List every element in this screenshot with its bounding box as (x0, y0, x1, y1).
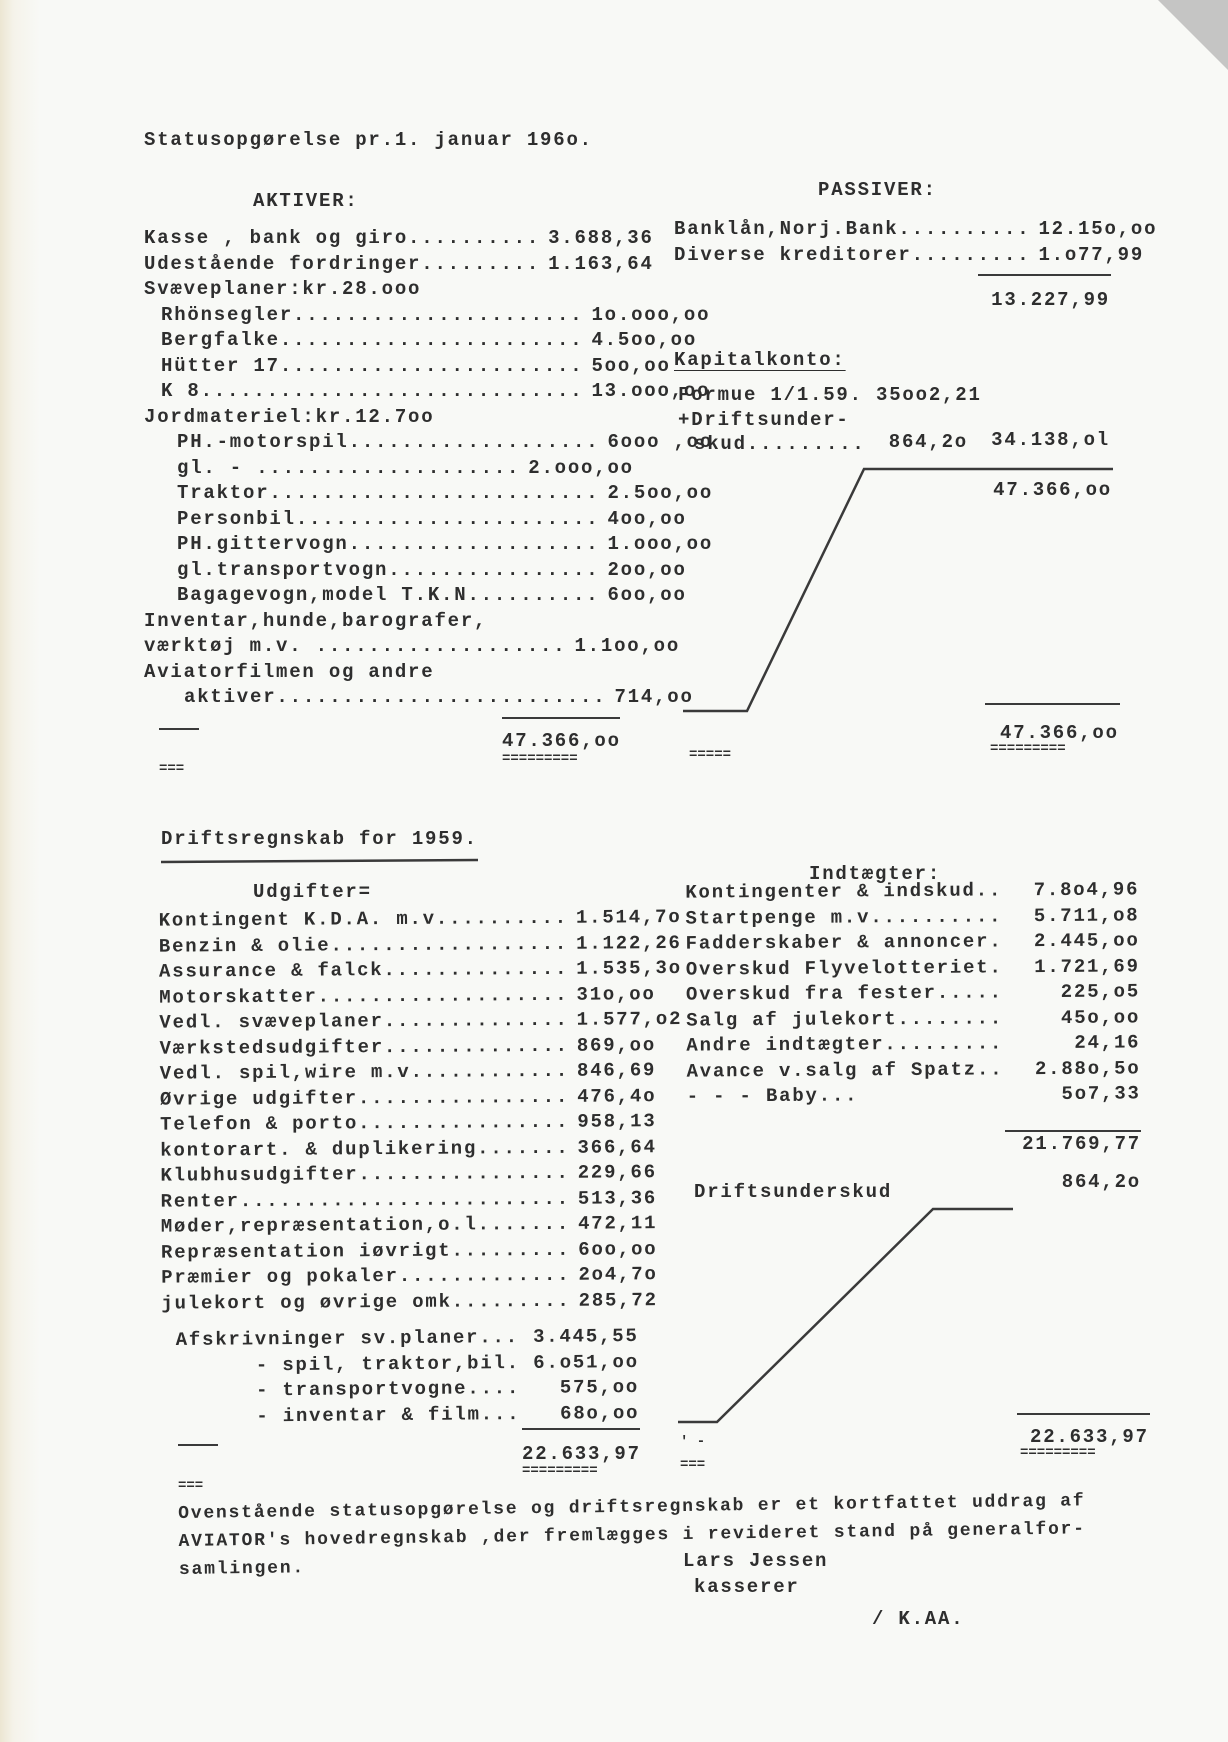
passiver-heading: PASSIVER: (818, 179, 937, 201)
udgift-row-amount: 1.577,o2 (576, 1007, 683, 1031)
indtaegt-row (686, 954, 1140, 983)
aktiver-total: 47.366,oo (502, 730, 621, 752)
udgifter-list (158, 905, 683, 1316)
aktiver-row-label: Bagagevogn,model T.K.N.......... (177, 584, 600, 606)
aktiver-row-amount: 5oo,oo (591, 354, 671, 377)
aktiver-row-label: Kasse , bank og giro.......... (144, 227, 541, 249)
aktiver-row-label: gl. - .................... (177, 456, 521, 479)
indtaegt-row-label: Fadderskaber & annoncer. (685, 930, 1003, 955)
udgift-row-label: kontorart. & duplikering....... (160, 1136, 570, 1162)
aktiver-row-amount: 4oo,oo (607, 507, 687, 530)
udgift-row-amount: 31o,oo (576, 982, 656, 1006)
indtaegt-row-amount: 2.445,oo (1033, 929, 1140, 953)
indtaegter-total: 22.633,97 (1030, 1426, 1149, 1448)
indtaegter-total-rule (1017, 1413, 1150, 1415)
aktiver-row-label: aktiver......................... (184, 686, 607, 708)
signer-name: Lars Jessen (683, 1550, 829, 1572)
indtaegt-row-amount: 7.8o4,96 (1033, 878, 1140, 902)
aktiver-row-amount: 3.688,36 (548, 227, 654, 249)
indtaegt-row (686, 928, 1140, 957)
indtaegt-row-label: Overskud Flyvelotteriet. (685, 955, 1003, 981)
driftsunderskud-line: +Driftsunder- (678, 409, 850, 431)
udgift-row-amount: 6oo,oo (578, 1237, 658, 1261)
udgift-row-label: Klubhusudgifter................ (160, 1161, 570, 1187)
passiver-double-underline: ========= (990, 741, 1066, 757)
aktiver-row-amount: 2.5oo,oo (607, 482, 714, 504)
indtaegt-row-amount: 225,o5 (1060, 980, 1141, 1003)
aktiver-row-label: Traktor......................... (177, 482, 600, 504)
afskrivning-row-amount: 68o,oo (560, 1401, 640, 1425)
aktiver-row-label: gl.transportvogn................ (177, 558, 600, 581)
indtaegter-marks: === (680, 1457, 706, 1473)
udgift-row (158, 956, 682, 985)
indtaegter-double-underline: ========= (1020, 1445, 1096, 1461)
udgift-row-amount: 1.514,7o (575, 905, 682, 929)
udgift-row-amount: 846,69 (576, 1059, 657, 1082)
udgift-row-amount: 229,66 (577, 1161, 657, 1184)
aktiver-row-amount: 13.ooo,oo (591, 380, 711, 402)
passiver-total: 47.366,oo (1000, 722, 1119, 744)
afskrivning-row-amount: 575,oo (559, 1375, 640, 1399)
udgift-row (159, 1033, 657, 1062)
udgifter-total: 22.633,97 (522, 1443, 641, 1465)
aktiver-row-label: Udestående fordringer......... (144, 252, 541, 275)
udgifter-marks: === (178, 1478, 204, 1494)
aktiver-row-amount: 1.ooo,oo (607, 533, 714, 555)
udgifter-total-rule (522, 1428, 640, 1430)
indtaegt-row (686, 1030, 1140, 1059)
udgift-row (160, 1237, 658, 1266)
aktiver-row-label: Aviatorfilmen og andre (144, 660, 435, 683)
aktiver-row-amount: 1.163,64 (548, 252, 654, 275)
udgifter-double-underline: ========= (522, 1463, 598, 1479)
indtaegter-heading: Indtægter: (809, 863, 942, 885)
udgifter-short-rule (178, 1444, 218, 1446)
udgift-row-amount: 513,36 (577, 1186, 658, 1210)
formue-line: Formue 1/1.59. 35oo2,21 (678, 384, 982, 406)
skud-amount: 864,2o (888, 431, 968, 453)
passiver-row-amount: 12.15o,oo (1038, 218, 1158, 240)
passiver-row-label: Diverse kreditorer......... (674, 243, 1031, 266)
udgift-row (160, 1211, 658, 1240)
afskrivninger-list (176, 1324, 640, 1430)
udgift-row-label: Benzin & olie.................. (158, 932, 569, 958)
afskrivning-row-amount: 3.445,55 (532, 1324, 639, 1348)
aktiver-row-label: K 8............................. (161, 380, 584, 402)
passiver-sum: 47.366,oo (993, 479, 1112, 501)
indtaegter-marks-top: ' - (680, 1434, 706, 1450)
footer-paragraph (178, 1487, 1086, 1584)
aktiver-row-amount: 714,oo (614, 686, 694, 708)
driftsunderskud-label: Driftsunderskud (694, 1181, 893, 1203)
aktiver-heading: AKTIVER: (253, 190, 359, 212)
indtaegt-row-amount: 5.711,o8 (1033, 903, 1140, 927)
aktiver-row-label: Inventar,hunde,barografer, (144, 609, 488, 632)
udgift-row-label: Vedl. spil,wire m.v............ (159, 1059, 570, 1085)
udgift-row (159, 1007, 683, 1036)
passiver-marks: ===== (689, 747, 732, 763)
paragraph-line: Ovenstående statusopgørelse og driftsregnskab er et kortfattet uddrag af (178, 1491, 1086, 1524)
kapitalkonto-heading: Kapitalkonto: (674, 349, 846, 371)
indtaegt-row-label: - - - Baby... (686, 1084, 859, 1108)
udgift-row-amount: 1.122,26 (576, 931, 682, 955)
udgift-row-label: Assurance & falck.............. (158, 957, 569, 983)
indtaegt-row-amount: 2.88o,5o (1034, 1056, 1141, 1080)
indtaegt-row-amount: 5o7,33 (1061, 1082, 1141, 1105)
aktiver-double-underline: ========= (502, 751, 578, 767)
indtaegt-row-amount: 24,16 (1074, 1031, 1141, 1054)
indtaegter-subtotal: 21.769,77 (1022, 1133, 1141, 1155)
udgift-row-amount: 2o4,7o (578, 1263, 658, 1286)
udgift-row (159, 1084, 657, 1113)
signer-title: kasserer (694, 1576, 800, 1598)
aktiver-row-label: Hütter 17....................... (161, 354, 584, 377)
udgift-row-amount: 1.535,3o (576, 956, 682, 980)
udgift-row-label: julekort og øvrige omk......... (161, 1289, 571, 1315)
indtaegt-row-label: Andre indtægter......... (686, 1032, 1004, 1057)
indtaegt-row (686, 1005, 1140, 1034)
udgift-row-amount: 476,4o (577, 1084, 657, 1108)
skud-label: skud......... (694, 433, 866, 455)
aktiver-row-label: Jordmateriel:kr.12.7oo (144, 405, 435, 428)
indtaegt-row (685, 877, 1139, 906)
afskrivning-row-label: Afskrivninger sv.planer... (175, 1326, 520, 1352)
udgift-row-amount: 285,72 (578, 1288, 658, 1312)
afskrivning-row-label: - inventar & film... (256, 1402, 521, 1427)
udgift-row (158, 931, 682, 960)
aktiver-row-amount: 6ooo ,oo (607, 431, 714, 453)
passiver-connector (683, 469, 1113, 711)
udgift-row (158, 905, 682, 934)
aktiver-row-amount: 1.1oo,oo (574, 635, 681, 657)
udgift-row-label: Repræsentation iøvrigt......... (160, 1238, 571, 1264)
kapital-amount: 34.138,ol (991, 429, 1110, 451)
aktiver-row-label: Rhönsegler...................... (161, 303, 584, 326)
aktiver-row-amount: 2oo,oo (607, 558, 687, 581)
udgift-row (159, 1058, 657, 1087)
udgift-row-amount: 366,64 (577, 1135, 657, 1159)
indtaegt-row-amount: 1.721,69 (1034, 954, 1140, 978)
udgift-row-label: Motorskatter................... (159, 983, 569, 1009)
document-title: Statusopgørelse pr.1. januar 196o. (144, 129, 593, 151)
afskrivning-row (176, 1324, 639, 1354)
aktiver-marks: === (159, 761, 185, 777)
indtaegt-row-label: Kontingenter & indskud.. (685, 879, 1003, 904)
indtaegt-row (686, 1056, 1140, 1085)
udgift-row-label: Vedl. svæveplaner.............. (159, 1008, 569, 1034)
aktiver-row-label: Svæveplaner:kr.28.ooo (144, 278, 422, 300)
initials: / K.AA. (872, 1608, 965, 1630)
udgift-row-label: Møder,repræsentation,o.l....... (160, 1212, 571, 1238)
afskrivning-row-label: - transportvogne.... (256, 1377, 521, 1402)
indtaegt-row-amount: 45o,oo (1060, 1005, 1141, 1029)
passiver-row-label: Banklån,Norj.Bank.......... (674, 218, 1031, 240)
aktiver-row-amount: 6oo,oo (607, 584, 687, 606)
aktiver-row-label: PH.gittervogn................... (177, 533, 600, 555)
udgift-row (160, 1186, 658, 1215)
passiver-subtotal: 13.227,99 (991, 289, 1110, 311)
udgift-row-label: Præmier og pokaler............. (161, 1263, 571, 1289)
afskrivning-row-amount: 6.o51,oo (533, 1350, 639, 1374)
udgift-row (160, 1135, 657, 1164)
indtaegt-row-label: Avance v.salg af Spatz.. (686, 1057, 1004, 1083)
paragraph-line: AVIATOR's hovedregnskab ,der fremlægges i revideret stand på generalfor- (178, 1519, 1086, 1552)
indtaegt-row-label: Salg af julekort........ (686, 1006, 1004, 1032)
indtaegt-row (686, 979, 1140, 1008)
udgift-row-label: Kontingent K.D.A. m.v.......... (158, 906, 568, 932)
afskrivning-row-label: - spil, traktor,bil. (255, 1351, 521, 1376)
aktiver-row-label: værktøj m.v. ................... (144, 635, 567, 657)
aktiver-row-amount: 4.5oo,oo (591, 329, 698, 351)
indtaegt-row-label: Overskud fra fester..... (685, 981, 1003, 1006)
udgift-row-label: Renter......................... (160, 1187, 570, 1213)
udgift-row (160, 1160, 657, 1189)
driftsunderskud-amount: 864,2o (1061, 1171, 1141, 1193)
drift-connector (678, 1209, 1013, 1422)
indtaegt-row (687, 1081, 1141, 1110)
udgift-row-label: Værkstedsudgifter.............. (159, 1034, 569, 1060)
indtaegt-row-label: Startpenge m.v.......... (685, 904, 1003, 930)
udgift-row-amount: 869,oo (576, 1033, 657, 1057)
passiver-row-amount: 1.o77,99 (1038, 243, 1145, 266)
aktiver-row-label: Bergfalke....................... (161, 329, 584, 351)
drift-heading: Driftsregnskab for 1959. (161, 828, 478, 850)
udgift-row (160, 1109, 657, 1138)
aktiver-row-label: PH.-motorspil................... (177, 431, 600, 453)
aktiver-row-amount: 2.ooo,oo (528, 456, 634, 479)
udgifter-heading: Udgifter= (253, 881, 372, 903)
drift-heading-underline (161, 860, 478, 862)
udgift-row-amount: 958,13 (577, 1110, 657, 1133)
udgift-row (161, 1288, 658, 1317)
indtaegter-list (685, 877, 1141, 1110)
aktiver-row-label: Personbil....................... (177, 507, 600, 530)
udgift-row-label: Telefon & porto................ (160, 1110, 570, 1136)
indtaegt-row (685, 903, 1139, 932)
udgift-row-amount: 472,11 (577, 1212, 658, 1235)
afskrivning-row (176, 1400, 639, 1430)
paragraph-line: samlingen. (178, 1558, 306, 1580)
aktiver-row-amount: 1o.ooo,oo (591, 303, 711, 326)
udgift-row (159, 982, 656, 1011)
udgift-row (161, 1262, 658, 1291)
udgift-row-label: Øvrige udgifter................ (159, 1085, 570, 1111)
